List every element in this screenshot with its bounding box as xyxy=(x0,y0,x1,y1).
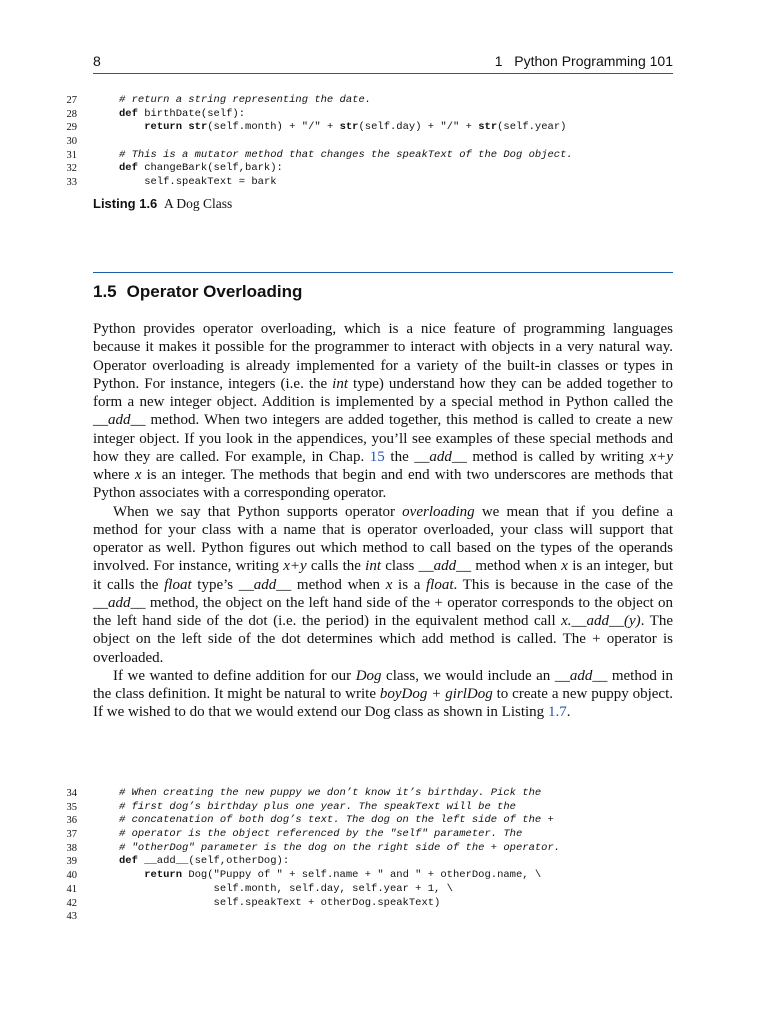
code-text xyxy=(119,897,440,911)
code-comment: # first dog’s birthday plus one year. The speakText will be the xyxy=(119,800,516,813)
code-indent xyxy=(119,883,214,895)
code-text xyxy=(119,162,283,176)
code-token: self.speakText = bark xyxy=(144,176,277,189)
code-indent xyxy=(119,897,214,909)
code-line xyxy=(60,801,680,815)
text-run: class xyxy=(381,558,419,575)
code-keyword: str xyxy=(478,121,498,134)
text-run: is an integer. The methods that begin and end with two underscores are methods that Python associates with a corresponding operator. xyxy=(93,467,673,502)
emphasis-text: __add__ xyxy=(414,448,467,465)
code-line xyxy=(60,135,680,149)
code-line xyxy=(60,176,680,190)
code-text xyxy=(119,869,541,883)
code-token: (self.day) + "/" + xyxy=(358,121,479,134)
body-text xyxy=(93,320,673,722)
line-number: 41 xyxy=(66,883,77,895)
code-line xyxy=(60,814,680,828)
text-run: method in the class definition. It might be natural to write xyxy=(93,667,673,702)
header-rule xyxy=(93,73,673,74)
code-line xyxy=(60,108,680,122)
text-run: . xyxy=(566,704,571,721)
paragraph xyxy=(93,667,673,722)
code-line xyxy=(60,883,680,897)
emphasis-text: x xyxy=(134,467,142,483)
code-token: self.month, self.day, self.year + 1, \ xyxy=(213,882,453,895)
text-run: method, the object on the left hand side of the + operator corresponds to the object on the left hand side of the dot (i.e. the period) in the equivalent method call xyxy=(93,594,673,629)
code-token: (self.year) xyxy=(497,121,567,134)
emphasis-text: boyDog + girlDog xyxy=(379,686,493,702)
line-number: 43 xyxy=(66,911,77,923)
code-token: self.speakText + otherDog.speakText) xyxy=(213,896,441,909)
code-indent xyxy=(119,869,144,881)
listing-title: A Dog Class xyxy=(164,196,233,211)
emphasis-text: x.__add__(y) xyxy=(561,613,641,629)
code-keyword: str xyxy=(188,121,208,134)
code-keyword: return xyxy=(144,869,183,882)
text-run: Python provides operator overloading, which is a nice feature of programming languages because it makes it possible for the programmer to interact with objects in a very natural way. Operator overloading is already implemented for a variety of the built-in classes or types in Python. For instance, integers (i.e. the xyxy=(93,321,673,392)
code-keyword: def xyxy=(119,855,138,868)
emphasis-text: float xyxy=(164,576,192,593)
code-token: changeBark(self,bark): xyxy=(137,162,283,175)
emphasis-text: float xyxy=(426,576,454,593)
section-heading xyxy=(93,282,302,302)
emphasis-text: __add__ xyxy=(418,558,472,575)
code-line xyxy=(60,897,680,911)
code-text xyxy=(119,108,245,122)
code-line xyxy=(60,149,680,163)
line-number: 36 xyxy=(66,815,77,827)
text-run: type’s xyxy=(191,576,239,593)
emphasis-text: __add__ xyxy=(93,594,146,611)
line-number: 32 xyxy=(66,163,77,175)
text-run: method when xyxy=(471,558,562,575)
code-comment: # concatenation of both dog’s text. The dog on the left side of the + xyxy=(119,814,554,827)
text-run: method when xyxy=(291,576,386,593)
text-run: calls the xyxy=(306,558,366,575)
emphasis-text: __add__ xyxy=(238,576,292,593)
code-line xyxy=(60,910,680,924)
line-number: 27 xyxy=(66,95,77,106)
code-line xyxy=(60,869,680,883)
code-token: birthDate(self): xyxy=(137,107,246,120)
text-run: When we say that Python supports operator xyxy=(113,503,403,520)
code-token: Dog("Puppy of " + self.name + " and " + otherDog.name, \ xyxy=(182,869,542,882)
line-number: 33 xyxy=(66,177,77,189)
code-line xyxy=(60,855,680,869)
code-line xyxy=(60,828,680,842)
text-run: where xyxy=(93,467,135,483)
code-line xyxy=(60,787,680,801)
code-text xyxy=(119,121,566,135)
line-number: 28 xyxy=(66,108,77,120)
code-line xyxy=(60,94,680,108)
line-number: 38 xyxy=(66,842,77,854)
emphasis-text: int xyxy=(365,558,381,575)
line-number: 42 xyxy=(66,897,77,909)
emphasis-text: x xyxy=(561,558,568,575)
code-text xyxy=(119,787,541,801)
code-keyword: def xyxy=(119,107,138,120)
line-number: 29 xyxy=(66,122,77,134)
line-number: 34 xyxy=(66,788,77,799)
paragraph xyxy=(93,503,673,667)
code-keyword: return xyxy=(144,121,183,134)
listing-label: Listing 1.6 xyxy=(93,196,158,211)
emphasis-text: overloading xyxy=(402,503,475,520)
code-line xyxy=(60,842,680,856)
line-number: 39 xyxy=(66,856,77,868)
text-run: we mean that if you define a method for your class with a name that is operator overloaded, your class will support that operator as well. Python figures out which method to call based on the types of the operands involved. For instance, writing xyxy=(93,503,673,575)
section-rule xyxy=(93,272,673,273)
code-text xyxy=(119,842,560,856)
section-number: 1.5 xyxy=(93,282,117,301)
code-text xyxy=(119,149,573,163)
line-number: 37 xyxy=(66,829,77,841)
code-line xyxy=(60,162,680,176)
code-comment: # operator is the object referenced by the "self" parameter. The xyxy=(119,828,523,841)
emphasis-text: x+y xyxy=(649,448,673,465)
code-text xyxy=(119,814,554,828)
cross-reference-link[interactable]: 1.7 xyxy=(547,704,567,721)
text-run: method is called by writing xyxy=(466,448,650,465)
text-run: the xyxy=(384,448,415,465)
code-comment: # This is a mutator method that changes the speakText of the Dog object. xyxy=(119,148,573,161)
code-text xyxy=(119,883,453,897)
listing-caption xyxy=(93,196,232,212)
code-text xyxy=(119,855,289,869)
code-listing-top xyxy=(60,94,680,190)
text-run: is a xyxy=(392,576,427,593)
code-keyword: def xyxy=(119,162,138,175)
code-text xyxy=(119,94,371,108)
line-number: 31 xyxy=(66,149,77,161)
text-run: to create a new puppy object. If we wished to do that we would extend our Dog class as shown in Listing xyxy=(93,686,673,721)
line-number: 30 xyxy=(66,136,77,148)
paragraph xyxy=(93,320,673,503)
cross-reference-link[interactable]: 15 xyxy=(369,448,385,465)
text-run: . The object on the left side of the dot determines which add method is called. The + operator is overloaded. xyxy=(93,613,673,666)
code-text xyxy=(119,828,522,842)
code-line xyxy=(60,121,680,135)
text-run: If we wanted to define addition for our xyxy=(113,667,356,684)
code-comment: # return a string representing the date. xyxy=(119,94,372,106)
code-token: (self.month) + "/" + xyxy=(207,121,340,134)
page-number: 8 xyxy=(93,53,101,69)
text-run: method. When two integers are added together, this method is called to create a new integer object. If you look in the appendices, you’ll see examples of these special methods and how they are called. For example, in Chap. xyxy=(93,412,673,465)
emphasis-text: x xyxy=(385,576,393,593)
code-token: __add__(self,otherDog): xyxy=(137,855,290,868)
code-text xyxy=(119,801,516,815)
section-title: Operator Overloading xyxy=(126,282,303,301)
line-number: 35 xyxy=(66,801,77,813)
emphasis-text: Dog xyxy=(355,667,382,684)
code-text xyxy=(119,176,277,190)
running-head: 1 Python Programming 101 xyxy=(494,53,673,69)
text-run: is an integer, but it calls the xyxy=(93,558,673,593)
code-comment: # "otherDog" parameter is the dog on the right side of the + operator. xyxy=(119,841,561,854)
emphasis-text: x+y xyxy=(283,558,307,575)
code-keyword: str xyxy=(339,121,359,134)
code-comment: # When creating the new puppy we don’t know it’s birthday. Pick the xyxy=(119,787,542,799)
code-indent xyxy=(119,176,144,188)
code-indent xyxy=(119,121,144,133)
line-number: 40 xyxy=(66,870,77,882)
text-run: . This is because in the case of the xyxy=(453,576,673,593)
text-run: type) understand how they can be added together to form a new integer object. Addition is implemented by a special method in Python called the xyxy=(93,375,673,410)
code-listing-bottom xyxy=(60,787,680,924)
emphasis-text: __add__ xyxy=(93,412,146,429)
emphasis-text: __add__ xyxy=(554,667,608,684)
emphasis-text: int xyxy=(332,375,349,392)
text-run: class, we would include an xyxy=(381,667,555,684)
